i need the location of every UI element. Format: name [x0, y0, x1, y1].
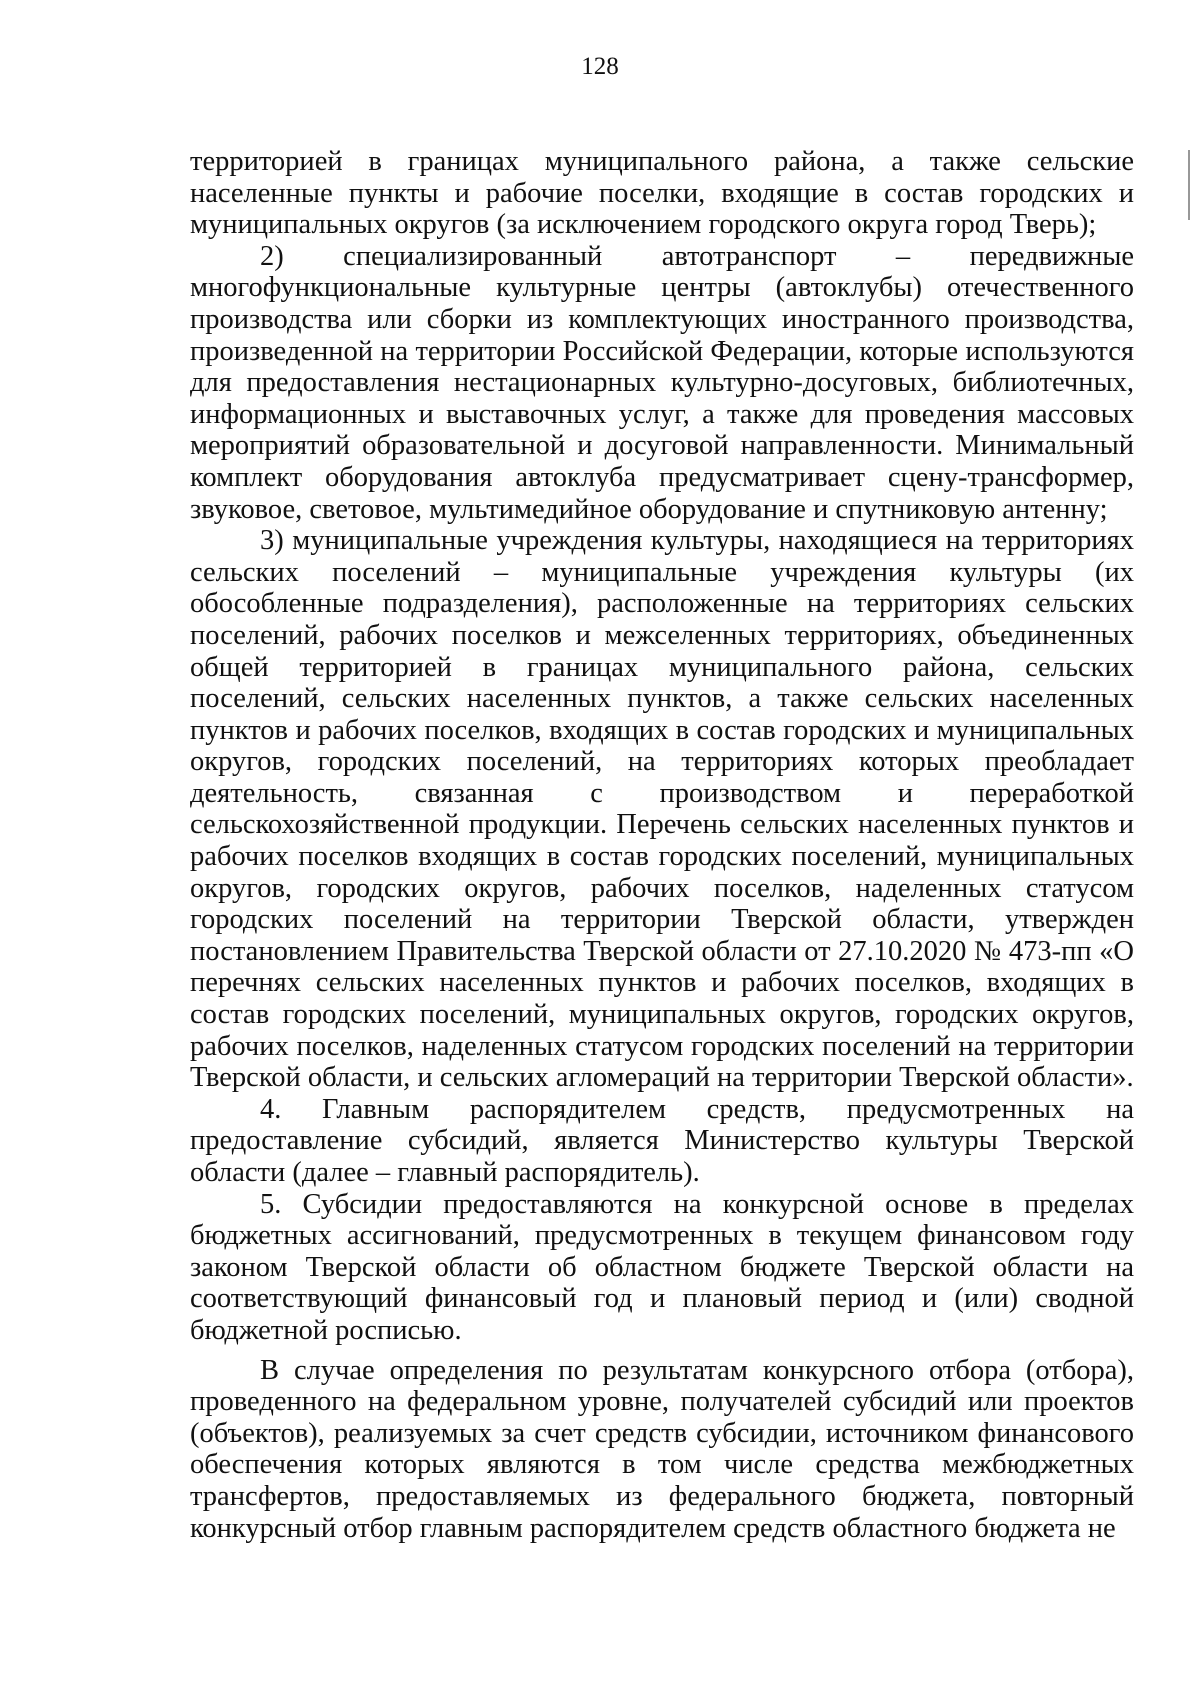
paragraph-federal-selection: В случае определения по результатам конкурсного отбора (отбора), проведенного на федеральном уровне, получателей субсидий или проектов (объектов), реализуемых за счет средств субсидии, источником финансового обеспечения которых являются в том числе средства межбюджетных трансфертов, предоставляемых из федерального бюджета, повторный конкурсный отбор главным распорядителем средств областного бюджета не — [190, 1354, 1134, 1544]
scan-artifact-right — [1188, 150, 1190, 220]
document-body — [190, 146, 1134, 1544]
paragraph-item-5: 5. Субсидии предоставляются на конкурсной основе в пределах бюджетных ассигнований, предусмотренных в текущем финансовом году законом Тверской области об областном бюджете Тверской области на соответствующий финансовый год и плановый период и (или) сводной бюджетной росписью. — [190, 1188, 1134, 1346]
paragraph-continuation: территорией в границах муниципального района, а также сельские населенные пункты и рабочие поселки, входящие в состав городских и муниципальных округов (за исключением городского округа город Тверь); — [190, 146, 1134, 241]
paragraph-item-3: 3) муниципальные учреждения культуры, находящиеся на территориях сельских поселений – муниципальные учреждения культуры (их обособленные подразделения), расположенные на территориях сельских поселений, рабочих поселков и межселенных территориях, объединенных общей территорией в границах муниципального района, сельских поселений, сельских населенных пунктов, а также сельских населенных пунктов и рабочих поселков, входящих в состав городских и муниципальных округов, городских поселений, на территориях которых преобладает деятельность, связанная с производством и переработкой сельскохозяйственной продукции. Перечень сельских населенных пунктов и рабочих поселков входящих в состав городских поселений, муниципальных округов, городских округов, рабочих поселков, наделенных статусом городских поселений на территории Тверской области, утвержден постановлением Правительства Тверской области от 27.10.2020 № 473-пп «О перечнях сельских населенных пунктов и рабочих поселков, входящих в состав городских поселений, муниципальных округов, городских округов, рабочих поселков, наделенных статусом городских поселений на территории Тверской области, и сельских агломераций на территории Тверской области». — [190, 525, 1134, 1094]
paragraph-item-2: 2) специализированный автотранспорт – передвижные многофункциональные культурные центры (автоклубы) отечественного производства или сборки из комплектующих иностранного производства, произведенной на территории Российской Федерации, которые используются для предоставления нестационарных культурно-досуговых, библиотечных, информационных и выставочных услуг, а также для проведения массовых мероприятий образовательной и досуговой направленности. Минимальный комплект оборудования автоклуба предусматривает сцену-трансформер, звуковое, световое, мультимедийное оборудование и спутниковую антенну; — [190, 240, 1134, 525]
paragraph-item-4: 4. Главным распорядителем средств, предусмотренных на предоставление субсидий, является Министерство культуры Тверской области (далее – главный распорядитель). — [190, 1093, 1134, 1188]
page-number: 128 — [581, 53, 619, 80]
